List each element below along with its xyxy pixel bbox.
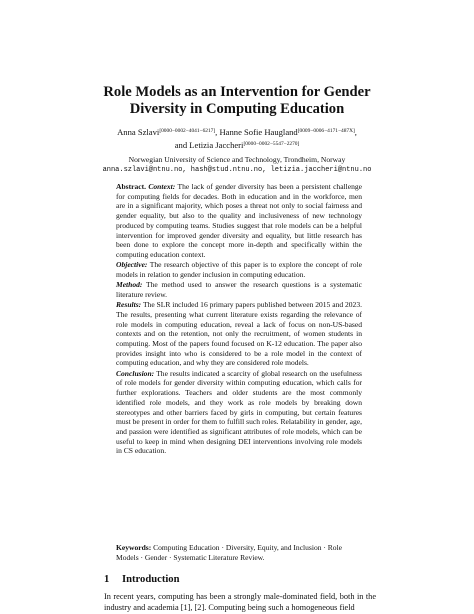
institution: Norwegian University of Science and Technology, Trondheim, Norway bbox=[128, 155, 346, 164]
objective-text: The research objective of this paper is to explore the concept of role models in relation to gender inclusion in computing education. bbox=[116, 260, 362, 279]
author-separator: , bbox=[215, 127, 220, 137]
conclusion-label: Conclusion: bbox=[116, 368, 155, 378]
section-title: Introduction bbox=[122, 574, 180, 585]
keywords-text: Computing Education · Diversity, Equity, and Inclusion · Role Models · Gender · Systematic Literature Review. bbox=[116, 543, 343, 562]
abstract-label: Abstract. bbox=[116, 182, 146, 191]
author-emails: anna.szlavi@ntnu.no, hash@stud.ntnu.no, letizia.jaccheri@ntnu.no bbox=[102, 166, 372, 175]
results-text: The SLR included 16 primary papers published between 2015 and 2023. The results, presenting what current literature exists regarding the relevance of role models in computing education, reveal a lack of focus on non-US-based contexts and on the retention, not only the recruitment, of women students in computing. Most of the papers found focused on K-12 education. The paper also provides insight into who is considered to be a role model in the context of computing education, and why they are considered role models. bbox=[116, 300, 362, 368]
paper-title bbox=[0, 84, 474, 118]
author-name: Anna Szlavi bbox=[117, 127, 160, 137]
keywords-label: Keywords: bbox=[116, 543, 152, 552]
conclusion-text: The results indicated a scarcity of global research on the usefulness of role models for gender diversity within computing education, which calls for further explorations. Teachers and older students are the most commonly identified role models, and they work as role models by breaking down stereotypes and other barriers faced by girls in computing, but certain features must be present in order for them to fulfill such roles. Relatability in gender, age, and passion were identified as significant attributes of role models, which can be useful to keep in mind when designing DEI interventions involving role models in CS education. bbox=[116, 368, 362, 456]
section-number: 1 bbox=[104, 574, 110, 585]
context-label: Context: bbox=[148, 182, 176, 191]
title-line-1: Role Models as an Intervention for Gender bbox=[103, 84, 371, 100]
author-conjunction: and bbox=[174, 140, 190, 150]
author-list bbox=[60, 125, 414, 151]
keywords bbox=[116, 543, 362, 562]
title-line-2: Diversity in Computing Education bbox=[129, 101, 345, 117]
author-name: Hanne Sofie Haugland bbox=[219, 127, 298, 137]
orcid-id: [0000−0002−4041−6217] bbox=[159, 128, 216, 134]
abstract-results bbox=[116, 300, 362, 368]
results-label: Results: bbox=[116, 300, 142, 310]
method-label: Method: bbox=[116, 280, 143, 290]
method-text: The method used to answer the research questions is a systematic literature review. bbox=[116, 280, 362, 299]
section-heading bbox=[104, 574, 180, 585]
abstract-objective bbox=[116, 260, 362, 279]
affiliation-block bbox=[60, 155, 414, 176]
orcid-id: [0009−0006−4171−487X] bbox=[297, 128, 355, 134]
author-separator: , bbox=[354, 127, 357, 137]
author-name: Letizia Jaccheri bbox=[189, 140, 244, 150]
objective-label: Objective: bbox=[116, 260, 148, 270]
abstract-context bbox=[116, 182, 362, 260]
abstract-method bbox=[116, 280, 362, 299]
orcid-id: [0000−0002−5547−2270] bbox=[243, 141, 300, 147]
context-text: The lack of gender diversity has been a persistent challenge for computing fields for decades. Both in education and in the workforce, men are in a significant majority, which poses a threat not only to social fairness and gender equality, but also to the quality and inclusiveness of new technology produced by computing teams. Studies suggest that role models can be a helpful intervention for improved gender diversity and equality, but little research has been done to explore the concept more in-depth and specifically within the computing education context. bbox=[116, 182, 362, 259]
abstract-conclusion bbox=[116, 369, 362, 456]
body-paragraph: In recent years, computing has been a strongly male-dominated field, both in the industry and academia [1], [2]. Computing being such a homogeneous field bbox=[104, 592, 376, 612]
abstract bbox=[116, 182, 362, 457]
